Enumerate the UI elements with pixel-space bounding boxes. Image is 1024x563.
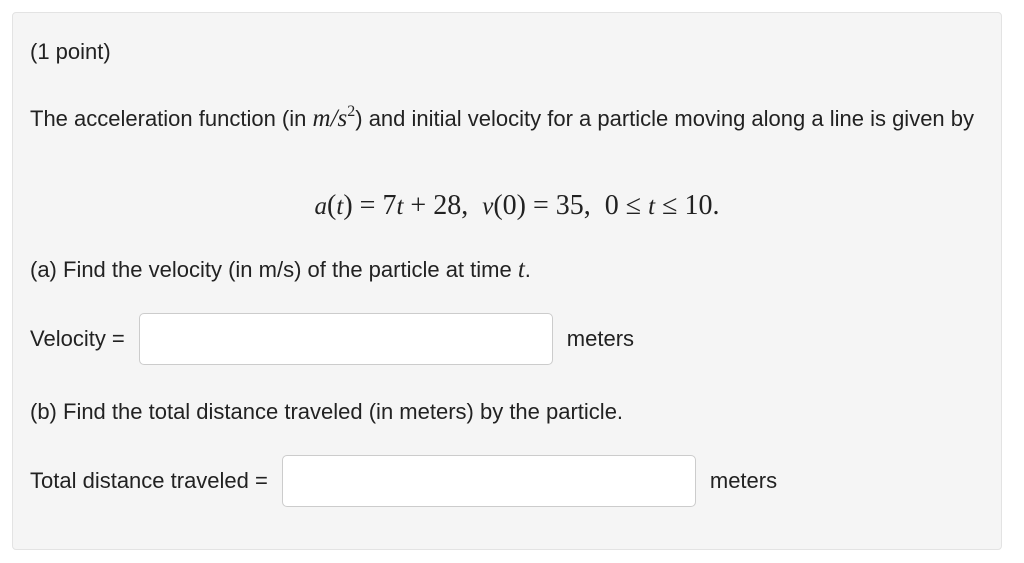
distance-label: Total distance traveled =: [30, 468, 268, 493]
points-label: (1 point): [30, 39, 111, 64]
velocity-unit: meters: [566, 326, 635, 351]
unit-seconds: s: [337, 105, 348, 132]
part-a-variable: t: [517, 256, 525, 283]
unit-exponent: 2: [347, 103, 356, 120]
part-a-text: (a) Find the velocity (in m/s) of the particle at time: [30, 257, 518, 282]
intro-text-end: ) and initial velocity for a particle moving along a line is given by: [355, 106, 975, 131]
part-a-question: [30, 256, 531, 284]
unit-slash: /: [330, 105, 338, 132]
distance-unit: meters: [709, 468, 778, 493]
velocity-input[interactable]: [139, 313, 553, 365]
distance-input[interactable]: [282, 455, 696, 507]
problem-card: [12, 12, 1002, 550]
distance-answer-row: [30, 455, 777, 507]
equation: a(t) = 7t + 28, v(0) = 35, 0 ≤ t ≤ 10.: [314, 190, 720, 221]
part-b-question: (b) Find the total distance traveled (in meters) by the particle.: [30, 399, 624, 424]
unit-meters: m: [312, 105, 331, 132]
problem-statement: [30, 93, 980, 138]
intro-text-start: The acceleration function (in: [30, 106, 313, 131]
part-a-period: .: [524, 257, 531, 282]
velocity-label: Velocity =: [30, 326, 125, 351]
velocity-answer-row: [30, 313, 634, 365]
